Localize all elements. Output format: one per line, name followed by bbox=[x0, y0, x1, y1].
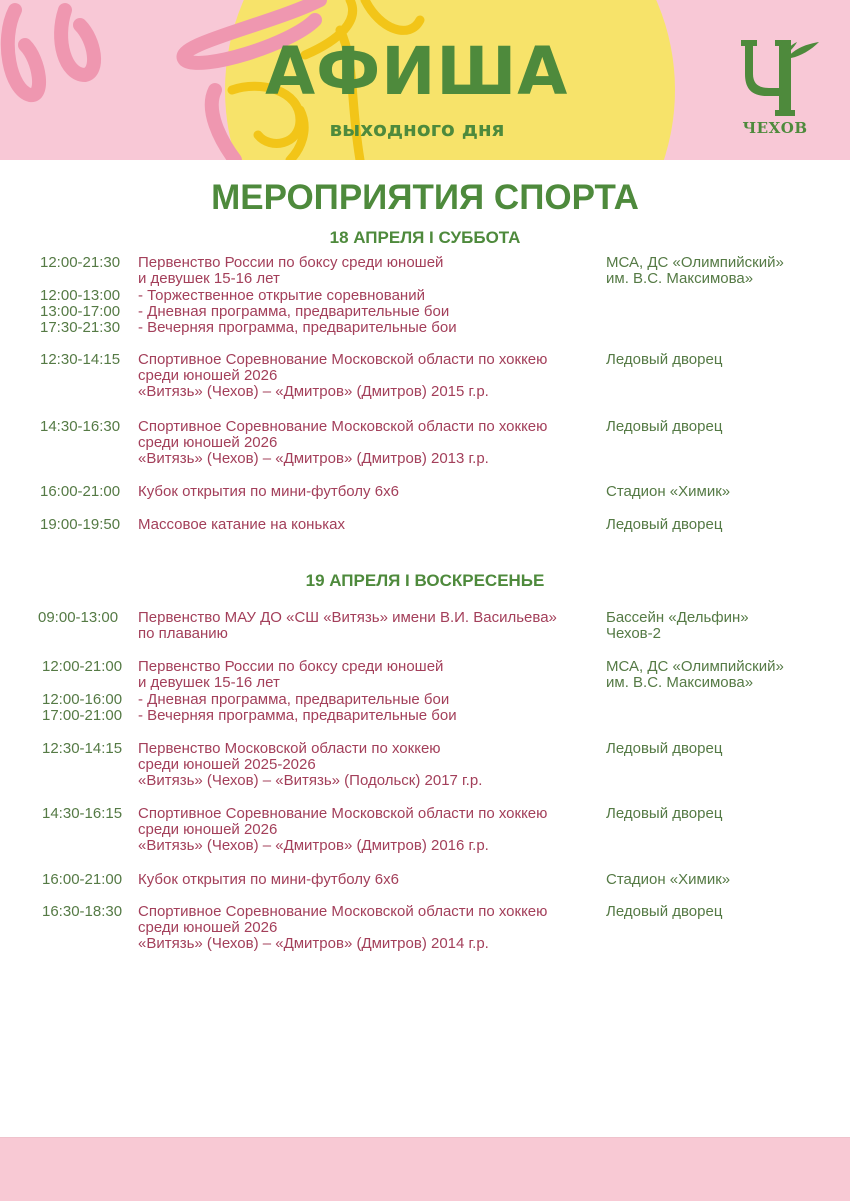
event-title: Спортивное Соревнование Московской области по хоккею среди юношей 2026 «Витязь» (Чехов) – «Дмитров» (Дмитров) 2016 г.р. bbox=[138, 805, 548, 854]
event-time: 12:30-14:15 bbox=[42, 740, 123, 757]
sub-event-time: 12:00-16:00 bbox=[42, 691, 123, 708]
page-title: МЕРОПРИЯТИЯ СПОРТА bbox=[211, 178, 639, 217]
event-title: Кубок открытия по мини-футболу 6х6 bbox=[138, 483, 399, 500]
event-title: Спортивное Соревнование Московской области по хоккею среди юношей 2026 «Витязь» (Чехов) – «Дмитров» (Дмитров) 2013 г.р. bbox=[138, 418, 548, 467]
event-title: Первенство России по боксу среди юношей и девушек 15-16 лет bbox=[138, 254, 444, 287]
event-venue: Ледовый дворец bbox=[606, 418, 723, 435]
event-title: Массовое катание на коньках bbox=[138, 516, 345, 533]
event-time: 14:30-16:15 bbox=[42, 805, 123, 822]
sub-event-title: - Дневная программа, предварительные бои bbox=[138, 303, 450, 320]
event-time: 12:30-14:15 bbox=[40, 351, 121, 368]
event-venue: Ледовый дворец bbox=[606, 351, 723, 368]
event-venue: МСА, ДС «Олимпийский» им. В.С. Максимова» bbox=[606, 254, 784, 287]
event-venue: Бассейн «Дельфин» Чехов-2 bbox=[606, 609, 749, 642]
header-banner bbox=[0, 0, 850, 160]
event-time: 19:00-19:50 bbox=[40, 516, 121, 533]
sub-event-title: - Торжественное открытие соревнований bbox=[138, 287, 425, 304]
sub-event-title: - Вечерняя программа, предварительные бои bbox=[138, 319, 457, 336]
sub-event-time: 17:30-21:30 bbox=[40, 319, 121, 336]
sub-event-title: - Дневная программа, предварительные бои bbox=[138, 691, 450, 708]
sub-event-title: - Вечерняя программа, предварительные бои bbox=[138, 707, 457, 724]
event-venue: Ледовый дворец bbox=[606, 516, 723, 533]
event-time: 14:30-16:30 bbox=[40, 418, 121, 435]
sub-event-time: 17:00-21:00 bbox=[42, 707, 123, 724]
event-venue: Ледовый дворец bbox=[606, 805, 723, 822]
event-title: Первенство МАУ ДО «СШ «Витязь» имени В.И. Васильева» по плаванию bbox=[138, 609, 557, 642]
poster-subtitle: выходного дня bbox=[329, 117, 505, 141]
sub-event-time: 13:00-17:00 bbox=[40, 303, 121, 320]
event-time: 12:00-21:00 bbox=[42, 658, 123, 675]
poster-title: АФИША bbox=[265, 33, 569, 110]
event-time: 09:00-13:00 bbox=[38, 609, 119, 626]
day-heading: 18 АПРЕЛЯ I СУББОТА bbox=[329, 228, 521, 247]
event-venue: Стадион «Химик» bbox=[606, 483, 731, 500]
event-time: 12:00-21:30 bbox=[40, 254, 121, 271]
event-time: 16:00-21:00 bbox=[42, 871, 123, 888]
event-venue: Ледовый дворец bbox=[606, 903, 723, 920]
event-venue: МСА, ДС «Олимпийский» им. В.С. Максимова» bbox=[606, 658, 784, 691]
day-heading: 19 АПРЕЛЯ I ВОСКРЕСЕНЬЕ bbox=[305, 571, 545, 590]
event-title: Кубок открытия по мини-футболу 6х6 bbox=[138, 871, 399, 888]
event-time: 16:30-18:30 bbox=[42, 903, 123, 920]
footer-band bbox=[0, 1137, 850, 1201]
event-title: Первенство Московской области по хоккею среди юношей 2025-2026 «Витязь» (Чехов) – «Витязь» (Подольск) 2017 г.р. bbox=[138, 740, 483, 789]
event-venue: Ледовый дворец bbox=[606, 740, 723, 757]
logo-text: ЧЕХОВ bbox=[742, 119, 808, 137]
event-venue: Стадион «Химик» bbox=[606, 871, 731, 888]
event-title: Первенство России по боксу среди юношей и девушек 15-16 лет bbox=[138, 658, 444, 691]
event-title: Спортивное Соревнование Московской области по хоккею среди юношей 2026 «Витязь» (Чехов) – «Дмитров» (Дмитров) 2015 г.р. bbox=[138, 351, 548, 400]
event-title: Спортивное Соревнование Московской области по хоккею среди юношей 2026 «Витязь» (Чехов) – «Дмитров» (Дмитров) 2014 г.р. bbox=[138, 903, 548, 952]
event-time: 16:00-21:00 bbox=[40, 483, 121, 500]
sub-event-time: 12:00-13:00 bbox=[40, 287, 121, 304]
